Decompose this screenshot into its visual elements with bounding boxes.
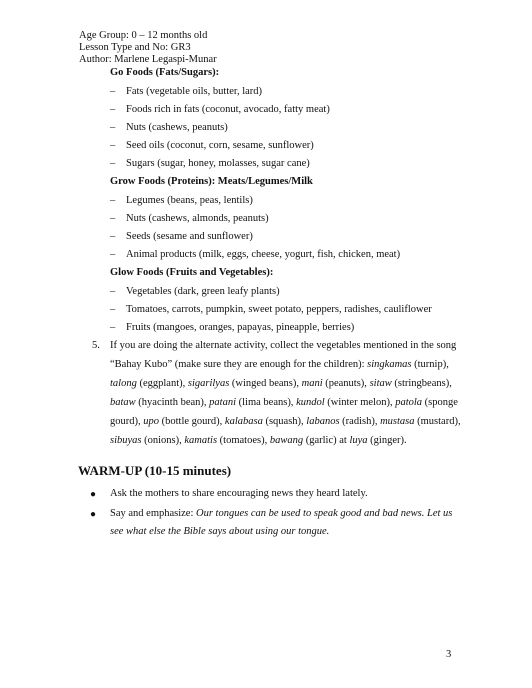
dash-marker: –: [110, 122, 116, 133]
item5-line: bataw (hyacinth bean), patani (lima beans), kundol (winter melon), patola (sponge: [110, 397, 458, 408]
glow-foods-heading: Glow Foods (Fruits and Vegetables):: [110, 267, 274, 278]
glow-foods-item: Vegetables (dark, green leafy plants): [126, 286, 280, 297]
grow-foods-item: Seeds (sesame and sunflower): [126, 231, 253, 242]
glow-foods-item: Fruits (mangoes, oranges, papayas, pineapple, berries): [126, 322, 355, 333]
bullet-icon: ●: [90, 509, 97, 520]
warmup-bullet-2-cont: see what else the Bible says about using our tongue.: [110, 526, 330, 537]
go-foods-item: Fats (vegetable oils, butter, lard): [126, 86, 263, 97]
list-number: 5.: [92, 340, 100, 351]
age-group-line: Age Group: 0 – 12 months old: [79, 30, 208, 41]
grow-foods-heading: Grow Foods (Proteins): Meats/Legumes/Milk: [110, 176, 313, 187]
go-foods-item: Sugars (sugar, honey, molasses, sugar cane): [126, 158, 310, 169]
warmup-bullet-2: Say and emphasize: Our tongues can be used to speak good and bad news. Let us: [110, 508, 453, 519]
go-foods-item: Foods rich in fats (coconut, avocado, fatty meat): [126, 104, 330, 115]
warmup-heading: WARM-UP (10-15 minutes): [78, 463, 232, 478]
dash-marker: –: [110, 140, 116, 151]
warmup-bullet-1: Ask the mothers to share encouraging news they heard lately.: [110, 488, 368, 499]
dash-marker: –: [110, 286, 116, 297]
dash-marker: –: [110, 86, 116, 97]
grow-foods-item: Animal products (milk, eggs, cheese, yogurt, fish, chicken, meat): [126, 249, 401, 260]
dash-marker: –: [110, 195, 116, 206]
dash-marker: –: [110, 322, 116, 333]
dash-marker: –: [110, 231, 116, 242]
item5-line: If you are doing the alternate activity, collect the vegetables mentioned in the song: [110, 340, 457, 351]
glow-foods-item: Tomatoes, carrots, pumpkin, sweet potato, peppers, radishes, cauliflower: [126, 304, 432, 315]
go-foods-item: Seed oils (coconut, corn, sesame, sunflower): [126, 140, 314, 151]
page-number: 3: [446, 649, 452, 660]
dash-marker: –: [110, 249, 116, 260]
dash-marker: –: [110, 304, 116, 315]
dash-marker: –: [110, 158, 116, 169]
dash-marker: –: [110, 104, 116, 115]
go-foods-heading: Go Foods (Fats/Sugars):: [110, 67, 220, 78]
grow-foods-item: Legumes (beans, peas, lentils): [126, 195, 253, 206]
author-line: Author: Marlene Legaspi-Munar: [79, 54, 217, 65]
item5-line: gourd), upo (bottle gourd), kalabasa (squash), labanos (radish), mustasa (mustard),: [110, 416, 461, 427]
item5-line: talong (eggplant), sigarilyas (winged beans), mani (peanuts), sitaw (stringbeans),: [110, 378, 452, 389]
item5-line: sibuyas (onions), kamatis (tomatoes), bawang (garlic) at luya (ginger).: [110, 435, 407, 446]
dash-marker: –: [110, 213, 116, 224]
lesson-line: Lesson Type and No: GR3: [79, 42, 191, 53]
bullet-icon: ●: [90, 489, 97, 500]
go-foods-item: Nuts (cashews, peanuts): [126, 122, 228, 133]
item5-line: “Bahay Kubo” (make sure they are enough for the children): singkamas (turnip),: [110, 359, 449, 370]
grow-foods-item: Nuts (cashews, almonds, peanuts): [126, 213, 269, 224]
